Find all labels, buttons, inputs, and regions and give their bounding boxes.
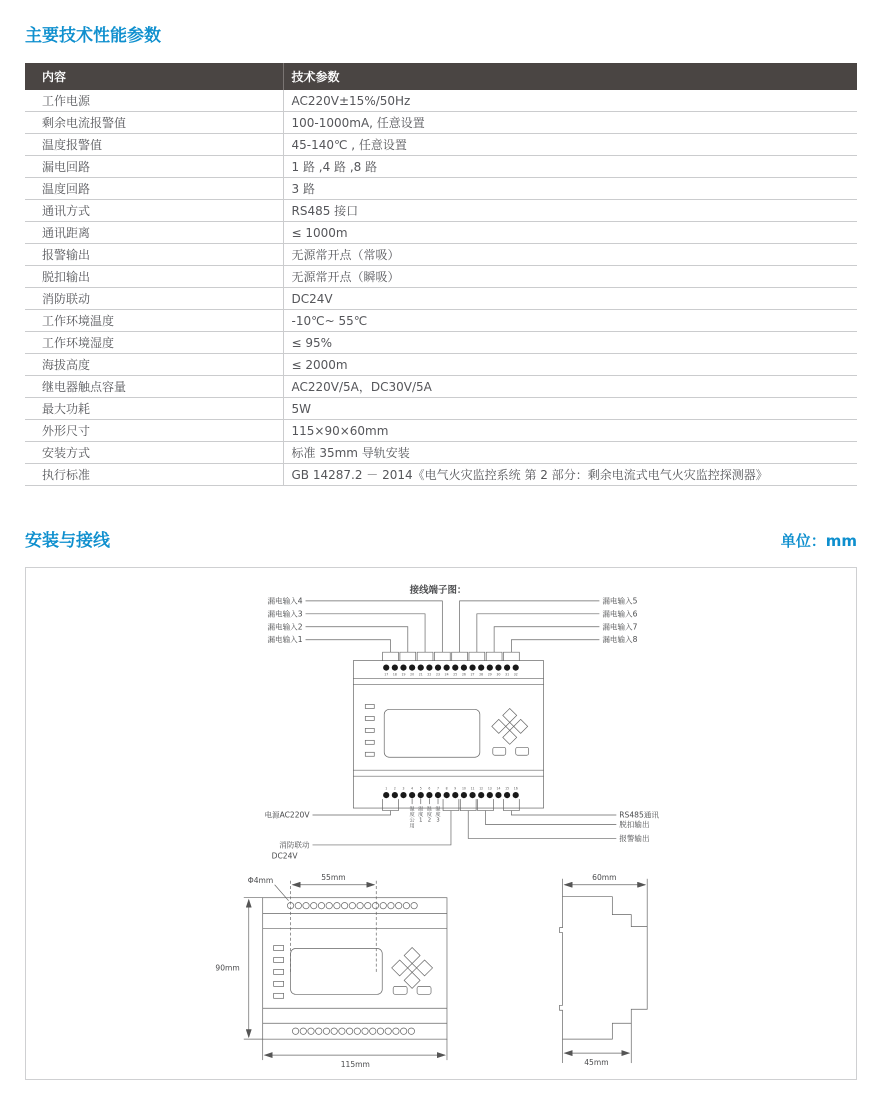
terminal-number: 14: [496, 786, 501, 791]
spec-value-cell: GB 14287.2 － 2014《电气火灾监控系统 第 2 部分：剩余电流式电气火灾监控探测器》: [283, 464, 857, 486]
table-row: [25, 266, 857, 288]
temperature-label: 温度 1: [418, 806, 424, 824]
mounting-hole: [365, 902, 371, 908]
table-row: [25, 244, 857, 266]
spec-name-cell: 漏电回路: [25, 156, 283, 178]
spec-value-cell: AC220V/5A，DC30V/5A: [283, 376, 857, 398]
temperature-label: 温度公用: [409, 806, 415, 830]
spec-name-cell: 外形尺寸: [25, 420, 283, 442]
spec-value-cell: 100-1000mA, 任意设置: [283, 112, 857, 134]
table-row: [25, 354, 857, 376]
terminal-number: 8: [445, 786, 448, 791]
terminal-pair-bracket: [383, 652, 399, 660]
installation-diagram: [26, 568, 856, 1079]
terminal-dot: [461, 665, 467, 671]
table-row: [25, 200, 857, 222]
terminal-dot: [392, 665, 398, 671]
spec-name-cell: 继电器触点容量: [25, 376, 283, 398]
spec-value-cell: ≤ 1000m: [283, 222, 857, 244]
table-row: [25, 420, 857, 442]
mounting-hole: [411, 902, 417, 908]
mounting-hole: [323, 1028, 329, 1034]
bottom-wiring-labels: [264, 810, 659, 861]
terminal-number: 18: [392, 672, 397, 677]
mounting-hole: [318, 902, 324, 908]
terminal-number: 25: [453, 672, 458, 677]
terminal-number: 10: [461, 786, 466, 791]
leak-input-8-label: 漏电输入8: [602, 635, 638, 645]
trip-output-label: 脱扣输出: [619, 819, 650, 829]
spec-value-cell: 5W: [283, 398, 857, 420]
terminal-number: 28: [479, 672, 484, 677]
dim-height: 90mm: [215, 963, 240, 973]
mounting-hole: [303, 902, 309, 908]
terminal-number: 4: [411, 786, 414, 791]
terminal-dot: [495, 665, 501, 671]
mounting-hole: [377, 1028, 383, 1034]
table-row: [25, 134, 857, 156]
terminal-number: 30: [496, 672, 501, 677]
mounting-hole: [308, 1028, 314, 1034]
spec-name-cell: 通讯距离: [25, 222, 283, 244]
mounting-hole: [295, 902, 301, 908]
fire-linkage-label: 消防联动: [279, 840, 310, 850]
spec-value-cell: 无源常开点（瞬吸）: [283, 266, 857, 288]
terminal-dot: [513, 665, 519, 671]
table-row: [25, 398, 857, 420]
spec-header-content: 内容: [25, 63, 283, 90]
terminal-dot: [452, 665, 458, 671]
mounting-hole: [400, 1028, 406, 1034]
table-row: [25, 464, 857, 486]
mounting-hole: [354, 1028, 360, 1034]
mounting-hole: [339, 1028, 345, 1034]
section2-title: 安装与接线: [25, 531, 110, 551]
table-row: [25, 178, 857, 200]
terminal-dot: [513, 792, 519, 798]
mounting-hole: [362, 1028, 368, 1034]
connector-line: [511, 640, 599, 652]
terminal-number: 23: [436, 672, 440, 677]
lcd-screen: [384, 709, 480, 757]
terminal-dot: [426, 665, 432, 671]
spec-value-cell: 无源常开点（常吸）: [283, 244, 857, 266]
spec-value-cell: 115×90×60mm: [283, 420, 857, 442]
spec-name-cell: 工作环境湿度: [25, 332, 283, 354]
terminal-number: 29: [487, 672, 492, 677]
spec-value-cell: 1 路 ,4 路 ,8 路: [283, 156, 857, 178]
terminal-dot: [418, 665, 424, 671]
spec-value-cell: ≤ 2000m: [283, 354, 857, 376]
table-row: [25, 376, 857, 398]
table-row: [25, 310, 857, 332]
terminal-dot: [478, 792, 484, 798]
temperature-label: 温度 2: [426, 806, 432, 824]
spec-value-cell: 3 路: [283, 178, 857, 200]
mounting-hole: [292, 1028, 298, 1034]
spec-value-cell: ≤ 95%: [283, 332, 857, 354]
spec-header-params: 技术参数: [283, 63, 857, 90]
table-row: [25, 442, 857, 464]
mounting-hole: [372, 902, 378, 908]
mounting-hole: [408, 1028, 414, 1034]
terminal-number: 16: [513, 786, 518, 791]
terminal-number: 20: [410, 672, 415, 677]
terminal-dot: [400, 792, 406, 798]
connector-line: [306, 640, 391, 652]
connector-line: [313, 811, 391, 815]
terminal-dot: [444, 792, 450, 798]
front-view-face: [274, 946, 433, 999]
spec-name-cell: 温度报警值: [25, 134, 283, 156]
spec-value-cell: -10℃~ 55℃: [283, 310, 857, 332]
status-led-column: [365, 704, 374, 756]
spec-table: [25, 63, 857, 486]
terminal-pair-bracket: [486, 652, 502, 660]
mounting-hole: [331, 1028, 337, 1034]
terminal-number: 1: [385, 786, 388, 791]
spec-name-cell: 消防联动: [25, 288, 283, 310]
terminal-dot: [426, 792, 432, 798]
dim-top-width: 55mm: [321, 872, 346, 882]
front-dimension-view: [215, 873, 447, 1069]
terminal-dot: [452, 792, 458, 798]
spec-value-cell: 标准 35mm 导轨安装: [283, 442, 857, 464]
mounting-hole: [380, 902, 386, 908]
terminal-dot: [495, 792, 501, 798]
terminal-pair-bracket: [503, 799, 519, 810]
terminal-number: 22: [427, 672, 432, 677]
terminal-dot: [392, 792, 398, 798]
terminal-dot: [383, 665, 389, 671]
terminal-dot: [409, 665, 415, 671]
mounting-hole: [388, 902, 394, 908]
terminal-pair-bracket: [417, 652, 433, 660]
spec-value-cell: DC24V: [283, 288, 857, 310]
mounting-hole: [395, 902, 401, 908]
terminal-dot: [487, 792, 493, 798]
alarm-output-label: 报警输出: [619, 833, 650, 843]
terminal-number: 9: [454, 786, 457, 791]
mounting-hole: [385, 1028, 391, 1034]
spec-name-cell: 报警输出: [25, 244, 283, 266]
table-row: [25, 156, 857, 178]
terminal-dot: [435, 665, 441, 671]
mounting-hole: [316, 1028, 322, 1034]
terminal-pair-bracket: [434, 652, 450, 660]
terminal-number: 27: [470, 672, 475, 677]
connector-line: [306, 614, 426, 652]
spec-value-cell: AC220V±15%/50Hz: [283, 90, 857, 112]
terminal-number: 11: [470, 786, 475, 791]
mounting-hole: [349, 902, 355, 908]
leak-input-3-label: 漏电输入3: [267, 609, 303, 619]
temperature-label: 温度 3: [435, 806, 441, 824]
terminal-dot: [461, 792, 467, 798]
leak-input-5-label: 漏电输入5: [602, 596, 638, 606]
rs485-label: RS485通讯: [619, 810, 659, 820]
spec-table-header-row: [25, 63, 857, 90]
nav-pad: [492, 708, 528, 744]
terminal-pair-bracket: [383, 799, 399, 810]
mounting-hole: [346, 1028, 352, 1034]
fire-linkage-voltage-label: DC24V: [271, 851, 298, 861]
mounting-hole: [300, 1028, 306, 1034]
terminal-number: 19: [401, 672, 406, 677]
leak-input-6-label: 漏电输入6: [602, 609, 638, 619]
terminal-pair-bracket: [469, 652, 485, 660]
leak-input-4-label: 漏电输入4: [267, 596, 303, 606]
table-row: [25, 112, 857, 134]
terminal-dot: [435, 792, 441, 798]
mounting-hole: [341, 902, 347, 908]
mounting-hole: [326, 902, 332, 908]
spec-value-cell: RS485 接口: [283, 200, 857, 222]
unit-label: 单位：mm: [780, 532, 857, 550]
nav-pad-front: [392, 948, 433, 989]
spec-table-body: [25, 90, 857, 486]
dim-side-base-width: 45mm: [584, 1058, 609, 1068]
terminal-dot: [418, 792, 424, 798]
terminal-number: 5: [419, 786, 422, 791]
connector-line: [485, 811, 616, 825]
dim-width: 115mm: [340, 1060, 370, 1070]
device-button-2: [516, 747, 529, 755]
leak-input-7-label: 漏电输入7: [602, 622, 638, 632]
mounting-hole: [403, 902, 409, 908]
side-dimension-view: [560, 873, 648, 1067]
terminal-dot: [469, 792, 475, 798]
section1-title: 主要技术性能参数: [25, 26, 161, 46]
mounting-hole: [393, 1028, 399, 1034]
terminal-number: 31: [505, 672, 510, 677]
terminal-dot: [504, 792, 510, 798]
terminal-number: 21: [418, 672, 423, 677]
power-label: 电源AC220V: [264, 810, 310, 820]
table-row: [25, 288, 857, 310]
table-row: [25, 90, 857, 112]
terminal-dot: [478, 665, 484, 671]
connector-line: [477, 614, 600, 652]
installation-diagram-box: [25, 567, 857, 1080]
spec-name-cell: 剩余电流报警值: [25, 112, 283, 134]
temperature-channel-labels: [410, 799, 442, 830]
terminal-dot: [487, 665, 493, 671]
spec-name-cell: 温度回路: [25, 178, 283, 200]
mounting-hole: [334, 902, 340, 908]
terminal-pair-bracket: [400, 652, 416, 660]
terminal-number: 17: [384, 672, 389, 677]
terminal-dot: [469, 665, 475, 671]
mounting-hole: [357, 902, 363, 908]
spec-name-cell: 海拔高度: [25, 354, 283, 376]
terminal-dot: [383, 792, 389, 798]
connector-line: [511, 811, 616, 815]
terminal-dot: [400, 665, 406, 671]
terminal-dot: [504, 665, 510, 671]
terminal-pair-bracket: [443, 799, 459, 810]
terminal-number: 7: [437, 786, 439, 791]
mounting-hole-rows: [287, 902, 417, 1034]
spec-name-cell: 脱扣输出: [25, 266, 283, 288]
input-labels: [267, 595, 637, 644]
terminal-number: 6: [428, 786, 431, 791]
leak-input-1-label: 漏电输入1: [267, 635, 303, 645]
table-row: [25, 332, 857, 354]
terminal-number: 2: [393, 786, 396, 791]
terminal-pair-bracket: [452, 652, 468, 660]
leak-input-2-label: 漏电输入2: [267, 622, 303, 632]
terminal-number: 32: [513, 672, 518, 677]
dim-side-width: 60mm: [592, 872, 617, 882]
terminal-number: 13: [487, 786, 492, 791]
spec-name-cell: 执行标准: [25, 464, 283, 486]
terminal-number: 3: [402, 786, 405, 791]
terminal-number: 15: [505, 786, 510, 791]
mounting-hole: [311, 902, 317, 908]
dim-hole-dia: Φ4mm: [247, 875, 274, 885]
mounting-hole: [370, 1028, 376, 1034]
terminal-pair-bracket: [460, 799, 476, 810]
spec-name-cell: 工作环境温度: [25, 310, 283, 332]
terminal-pair-bracket: [503, 652, 519, 660]
terminal-pair-bracket: [478, 799, 494, 810]
spec-name-cell: 最大功耗: [25, 398, 283, 420]
terminal-dot: [409, 792, 415, 798]
table-row: [25, 222, 857, 244]
terminal-number: 26: [461, 672, 466, 677]
terminal-diagram-title: 接线端子图：: [409, 584, 467, 596]
terminal-number: 12: [479, 786, 484, 791]
terminal-number: 24: [444, 672, 449, 677]
spec-name-cell: 安装方式: [25, 442, 283, 464]
terminal-dot: [444, 665, 450, 671]
spec-name-cell: 工作电源: [25, 90, 283, 112]
spec-value-cell: 45-140℃ , 任意设置: [283, 134, 857, 156]
spec-name-cell: 通讯方式: [25, 200, 283, 222]
device-button-1: [493, 747, 506, 755]
section2-header: [25, 530, 857, 553]
